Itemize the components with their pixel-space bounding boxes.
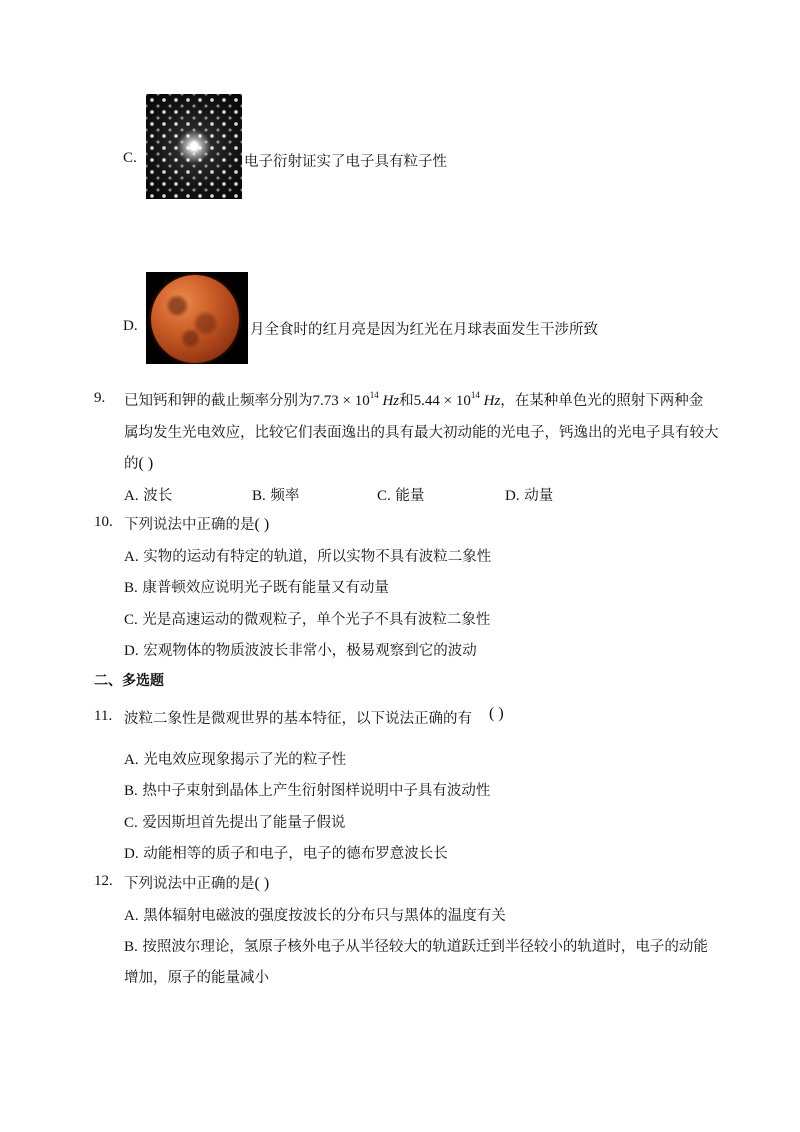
q11-option-a: A. 光电效应现象揭示了光的粒子性 (124, 752, 347, 768)
q9-stem-line3: 的( ) (124, 455, 154, 472)
q9-option-d: D. 动量 (505, 488, 554, 504)
q9-math2: $5.44 \times 10^{14}$ Hz (413, 390, 501, 409)
q10-option-a: A. 实物的运动有特定的轨道，所以实物不具有波粒二象性 (124, 549, 492, 565)
q11-option-d: D. 动能相等的质子和电子，电子的德布罗意波长长 (124, 846, 448, 862)
q9-option-c: C. 能量 (377, 488, 425, 504)
q11-answer-paren: ( ) (489, 705, 504, 722)
q9-and: 和 (399, 393, 414, 409)
q9-stem-line2: 属均发生光电效应，比较它们表面逸出的具有最大初动能的光电子，钙逸出的光电子具有较大 (124, 425, 719, 441)
q12-answer-paren: ( ) (254, 875, 270, 892)
q9-number: 9. (94, 390, 106, 406)
red-moon-image (146, 272, 248, 364)
electron-diffraction-image (146, 94, 242, 199)
q12-number: 12. (94, 873, 113, 889)
q11-option-b: B. 热中子束射到晶体上产生衍射图样说明中子具有波动性 (124, 783, 491, 799)
q9-stem-line1 (124, 389, 703, 410)
q10-option-d: D. 宏观物体的物质波波长非常小，极易观察到它的波动 (124, 643, 477, 659)
q10-option-b: B. 康普顿效应说明光子既有能量又有动量 (124, 580, 389, 596)
q10-answer-paren: ( ) (254, 516, 270, 533)
q9-stem-part2: ，在某种单色光的照射下两种金 (500, 393, 704, 409)
q10-option-c: C. 光是高速运动的微观粒子，单个光子不具有波粒二象性 (124, 612, 491, 628)
q9-answer-paren: ( ) (138, 455, 154, 472)
q12-option-b-continuation: 增加，原子的能量减小 (124, 970, 269, 986)
q11-stem: 波粒二象性是微观世界的基本特征，以下说法正确的有 (124, 711, 472, 727)
q11-option-c: C. 爱因斯坦首先提出了能量子假说 (124, 815, 346, 831)
q9-math1: $7.73 \times 10^{14}$ Hz (312, 390, 400, 409)
q12-option-b: B. 按照波尔理论，氢原子核外电子从半径较大的轨道跃迁到半径较小的轨道时，电子的动能 (124, 939, 708, 955)
q9-option-b: B. 频率 (252, 488, 300, 504)
q9-stem-part1: 已知钙和钾的截止频率分别为 (124, 393, 313, 409)
q9-option-a: A. 波长 (124, 488, 173, 504)
q11-number: 11. (94, 708, 113, 724)
q8-option-d-letter: D. (123, 318, 138, 334)
q12-stem: 下列说法中正确的是( ) (124, 875, 270, 892)
q8-option-c-letter: C. (123, 150, 137, 166)
q8-option-c-text: 电子衍射证实了电子具有粒子性 (244, 154, 447, 170)
q10-number: 10. (94, 514, 113, 530)
q8-option-d-text: 月全食时的红月亮是因为红光在月球表面发生干涉所致 (250, 322, 598, 338)
q10-stem: 下列说法中正确的是( ) (124, 516, 270, 533)
q12-option-a: A. 黑体辐射电磁波的强度按波长的分布只与黑体的温度有关 (124, 908, 506, 924)
section-title-multiple-choice: 二、多选题 (94, 673, 164, 689)
red-moon-icon (151, 275, 239, 363)
